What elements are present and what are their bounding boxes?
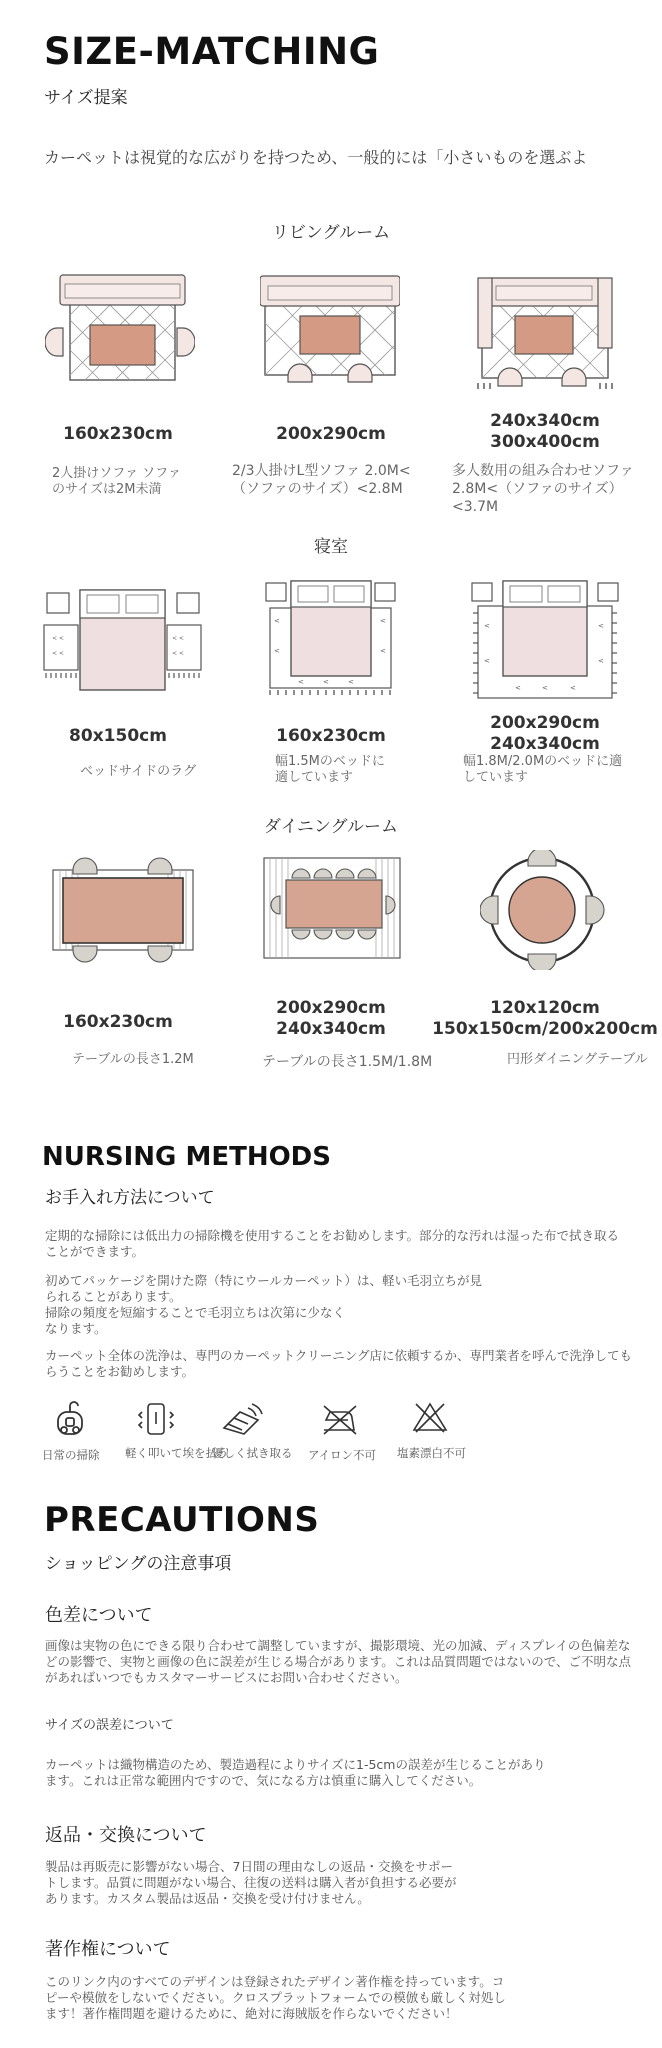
color-diff-title: 色差について	[45, 1605, 153, 1626]
svg-text:<: <	[484, 657, 490, 665]
dining-size-2: 200x290cm 240x340cm	[276, 998, 386, 1039]
return-title: 返品・交換について	[45, 1825, 207, 1846]
svg-text:<: <	[274, 617, 280, 625]
bedroom-160x230-illustration	[258, 578, 403, 698]
icon-label-pat: 軽く叩いて埃を払う	[125, 1446, 229, 1460]
wipe-icon	[218, 1400, 268, 1438]
color-diff-text: 画像は実物の色にできる限り合わせて調整していますが、撮影環境、光の加減、ディスプレイの色偏差などの影響で、実物と画像の色に誤差が生じる場合があります。これは品質問題ではないので、ご不明な点があればいつでもカスタマーサービスにお問い合わせください。	[45, 1638, 632, 1685]
dining-120x120-illustration	[480, 850, 605, 970]
no-iron-icon	[320, 1402, 360, 1436]
nursing-paragraph-2a: 初めてパッケージを開けた際（特にウールカーペット）は、軽い毛羽立ちが見られることがあります。	[45, 1273, 483, 1304]
living-note-3: 多人数用の組み合わせソファ 2.8M<（ソファのサイズ）<3.7M	[452, 463, 634, 515]
copyright-title: 著作権について	[45, 1939, 171, 1960]
dining-200x290-illustration	[262, 850, 402, 965]
size-error-text: カーペットは織物構造のため、製造過程によりサイズに1-5cmの誤差が生じることがあります。これは正常な範囲内ですので、気になる方は慎重に購入してください。	[45, 1757, 546, 1788]
living-size-2: 200x290cm	[276, 424, 386, 444]
bedroom-note-1: ベッドサイドのラグ	[80, 764, 197, 779]
bedroom-80x150-illustration	[42, 585, 202, 695]
icon-label-no-bleach: 塩素漂白不可	[397, 1446, 466, 1460]
living-room-heading: リビングルーム	[271, 223, 391, 243]
svg-text:<: <	[380, 647, 386, 655]
dining-size-1: 160x230cm	[63, 1012, 173, 1032]
svg-text:<: <	[380, 617, 386, 625]
nursing-subtitle: お手入れ方法について	[45, 1188, 215, 1208]
size-matching-intro: カーペットは視覚的な広がりを持つため、一般的には「小さいものを選ぶよ	[44, 148, 588, 167]
bedroom-size-3: 200x290cm 240x340cm	[490, 713, 600, 754]
dining-size-3: 120x120cm 150x150cm/200x200cm	[432, 998, 658, 1039]
nursing-title: NURSING METHODS	[42, 1142, 331, 1172]
svg-text:<: <	[598, 657, 604, 665]
living-200x290-illustration	[260, 268, 400, 398]
dining-note-2: テーブルの長さ1.5M/1.8M	[262, 1054, 433, 1070]
svg-text:<: <	[274, 647, 280, 655]
svg-text:<: <	[515, 684, 521, 692]
svg-text:< <: < <	[52, 635, 64, 642]
precautions-subtitle: ショッピングの注意事項	[45, 1554, 232, 1574]
dining-note-3: 円形ダイニングテーブル	[507, 1052, 648, 1067]
svg-text:<: <	[542, 684, 548, 692]
icon-label-vacuum: 日常の掃除	[42, 1448, 100, 1462]
size-error-title: サイズの誤差について	[45, 1718, 174, 1733]
nursing-paragraph-1: 定期的な掃除には低出力の掃除機を使用することをお勧めします。部分的な汚れは湿った布で拭き取ることができます。	[45, 1228, 620, 1259]
living-240x340-illustration	[470, 268, 620, 403]
dining-heading: ダイニングルーム	[263, 817, 399, 837]
svg-text:<: <	[484, 622, 490, 630]
svg-text:<: <	[570, 684, 576, 692]
svg-text:< <: < <	[52, 650, 64, 657]
living-note-2: 2/3人掛けL型ソファ 2.0M<（ソファのサイズ）<2.8M	[232, 463, 411, 497]
nursing-paragraph-3: カーペット全体の洗浄は、専門のカーペットクリーニング店に依頼するか、専門業者を呼んで洗浄してもらうことをお勧めします。	[45, 1348, 633, 1379]
bedroom-heading: 寝室	[314, 537, 348, 557]
svg-text:< <: < <	[172, 635, 184, 642]
svg-text:<: <	[348, 678, 354, 686]
svg-text:<: <	[323, 678, 329, 686]
living-size-1: 160x230cm	[63, 424, 173, 444]
nursing-paragraph-2b: 掃除の頻度を短縮することで毛羽立ちは次第に少なくなります。	[45, 1305, 346, 1336]
icon-label-no-iron: アイロン不可	[308, 1448, 376, 1462]
living-size-3: 240x340cm 300x400cm	[490, 411, 600, 452]
svg-text:< <: < <	[172, 650, 184, 657]
svg-text:<: <	[598, 622, 604, 630]
bedroom-size-1: 80x150cm	[69, 726, 167, 746]
return-text: 製品は再販売に影響がない場合、7日間の理由なしの返品・交換をサポートします。品質に問題がない場合、往復の送料は購入者が負担する必要があります。カスタム製品は返品・交換を受け付けません。	[45, 1859, 457, 1906]
size-matching-subtitle: サイズ提案	[44, 88, 128, 108]
bedroom-note-2: 幅1.5Mのベッドに適しています	[275, 754, 385, 785]
no-bleach-icon	[410, 1400, 450, 1436]
dining-note-1: テーブルの長さ1.2M	[72, 1052, 194, 1067]
icon-label-wipe: 優しく拭き取る	[212, 1446, 293, 1460]
precautions-title: PRECAUTIONS	[44, 1500, 320, 1540]
living-160x230-illustration	[45, 270, 195, 390]
bedroom-size-2: 160x230cm	[276, 726, 386, 746]
pat-icon	[136, 1400, 176, 1438]
bedroom-note-3: 幅1.8M/2.0Mのベッドに適しています	[463, 754, 623, 785]
copyright-text: このリンク内のすべてのデザインは登録されたデザイン著作権を持っています。コピーや模倣をしないでください。クロスプラットフォームでの模倣も厳しく対処します！著作権問題を避けるために、絶対に海賊版を作らないでください！	[45, 1974, 506, 2021]
bedroom-200x290-illustration	[470, 578, 620, 708]
dining-160x230-illustration	[48, 848, 198, 973]
living-note-1: 2人掛けソファ ソファのサイズは2M未満	[52, 466, 181, 497]
svg-text:<: <	[298, 678, 304, 686]
size-matching-title: SIZE-MATCHING	[44, 30, 380, 73]
vacuum-icon	[52, 1400, 92, 1438]
